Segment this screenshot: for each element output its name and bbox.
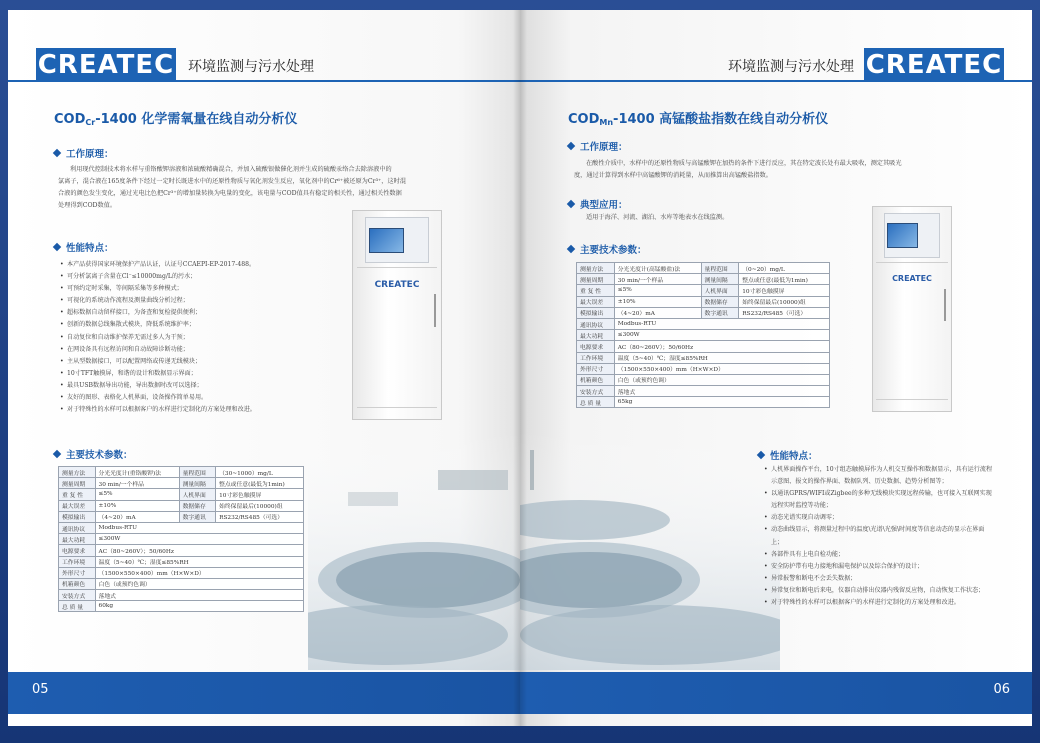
diamond-bullet-icon [53, 243, 61, 251]
spec-value: Modbus-RTU [95, 522, 303, 533]
product-title-sub: Cr [85, 118, 96, 127]
left-page [8, 10, 520, 726]
table-row [577, 285, 830, 296]
features-heading [758, 448, 818, 462]
spec-key: 测量周期 [577, 274, 615, 285]
table-row [59, 478, 304, 489]
analyzer-cabinet-image [872, 206, 952, 412]
table-row [59, 567, 304, 578]
spec-key: 最大功耗 [59, 534, 96, 545]
spec-key: 数字通讯 [179, 511, 216, 522]
table-row [59, 556, 304, 567]
book-gutter-shadow [513, 10, 527, 726]
table-row [59, 511, 304, 522]
door-seam [357, 407, 438, 408]
table-row [59, 500, 304, 511]
spec-table [576, 262, 830, 408]
product-title-rest: -1400 高锰酸盐指数在线自动分析仪 [613, 112, 829, 127]
spec-value: 分光光度计(高锰酸盐)法 [614, 263, 701, 274]
treatment-plant-photo-left [308, 430, 520, 670]
door-seam [876, 262, 948, 263]
spec-key: 人机界面 [179, 489, 216, 500]
spec-key: 最大误差 [59, 500, 96, 511]
principle-line: 利用现代控制技术将水样与重铬酸钾溶液和浓硫酸精确混合，并加入硫酸银做催化剂并生成的硫酸汞络合去除溶液中的 [70, 166, 392, 173]
spec-key: 测量周期 [59, 478, 96, 489]
spec-value: 落地式 [614, 386, 829, 397]
spec-key: 数字通讯 [701, 307, 739, 318]
brochure-spread [8, 10, 1032, 726]
principle-heading-text: 工作原理： [580, 142, 628, 153]
spec-value: 10寸彩色触摸屏 [739, 285, 830, 296]
spec-key: 模拟输出 [59, 511, 96, 522]
spec-value: ≤5% [614, 285, 701, 296]
spec-key: 外形尺寸 [577, 363, 615, 374]
application-text: 适用于海洋、河流、湖泊、水库等地表水在线监测。 [586, 214, 729, 221]
principle-text [58, 164, 478, 212]
spec-value: 落地式 [95, 590, 303, 601]
feature-item: • 可分析氯离子含量在Cl⁻≤10000mg/L的污水； [60, 271, 360, 283]
features-heading [54, 240, 114, 254]
spec-value: 温度（5~40）℃；湿度≤85%RH [95, 556, 303, 567]
feature-item: • 可预约定时采集，等间隔采集等多种模式； [60, 283, 360, 295]
feature-item: • 可视化的系统动作流程及测量曲线分析过程； [60, 295, 360, 307]
feature-item: • 异常报警和断电不会丢失数据； [764, 573, 996, 585]
spec-key: 最大误差 [577, 296, 615, 307]
principle-line: 度，通过计算得到水样中高锰酸钾的消耗量，从而推算出高锰酸盐指数。 [574, 172, 772, 179]
spec-value: 始终保留最后(10000)组 [739, 296, 830, 307]
table-row [59, 522, 304, 533]
table-row [59, 590, 304, 601]
spec-key: 测量方法 [59, 467, 96, 478]
spec-key: 机箱颜色 [59, 578, 96, 589]
spec-key: 安装方式 [59, 590, 96, 601]
product-title [568, 108, 828, 127]
touchscreen [369, 228, 404, 253]
table-row [577, 296, 830, 307]
spec-key: 工作环境 [59, 556, 96, 567]
right-page [520, 10, 1032, 726]
principle-heading-text: 工作原理： [66, 149, 114, 160]
product-title-prefix: COD [568, 112, 600, 127]
spec-key: 总 质 量 [59, 601, 96, 612]
spec-value: （1500×550×400）mm（H×W×D） [95, 567, 303, 578]
principle-line: 在酸性介质中，水样中的还原性物质与高锰酸钾在加热的条件下进行反应，其在特定波长处有最大吸收，测定其吸光 [586, 160, 902, 167]
spec-value: （0~20）mg/L [739, 263, 830, 274]
features-list [764, 464, 996, 609]
spec-value: ±10% [614, 296, 701, 307]
spec-key: 电源要求 [59, 545, 96, 556]
table-row [59, 578, 304, 589]
feature-item: • 人机界面操作平台，10寸组态触摸屏作为人机交互操作和数据显示，具有运行流程示意图、报文的操作界面、数据队列、历史数据、趋势分析图等； [764, 464, 996, 488]
spec-value: RS232/RS485（可选） [739, 307, 830, 318]
feature-item: • 友好的图形、表格化人机界面，设备操作简单易用。 [60, 392, 360, 404]
page-number: 05 [32, 682, 49, 697]
table-row [577, 386, 830, 397]
spec-value: （4~20）mA [95, 511, 179, 522]
page-number: 06 [993, 682, 1010, 697]
analyzer-cabinet-image [352, 210, 442, 420]
touchscreen [887, 223, 918, 247]
door-seam [876, 399, 948, 400]
spec-value: 65kg [614, 397, 829, 408]
table-row [577, 318, 830, 329]
table-row [577, 397, 830, 408]
spec-key: 测量间隔 [179, 478, 216, 489]
spec-key: 量程范围 [179, 467, 216, 478]
treatment-plant-photo-right [520, 430, 780, 670]
spec-value: AC（80~260V）；50/60Hz [614, 341, 829, 352]
feature-item: • 本产品获得国家环境保护产品认证，认证号CCAEPI-EP-2017-488。 [60, 259, 360, 271]
features-heading-text: 性能特点： [770, 451, 818, 462]
application-heading [568, 197, 628, 211]
table-row [577, 274, 830, 285]
table-row [59, 545, 304, 556]
spec-key: 数据储存 [701, 296, 739, 307]
feature-item: • 超标数据自动留样接口，为备查和复检提供便利； [60, 307, 360, 319]
feature-item: • 主从型数据接口，可以配置网络或传递无线模块； [60, 356, 360, 368]
table-row [59, 489, 304, 500]
spec-key: 模拟输出 [577, 307, 615, 318]
table-row [577, 263, 830, 274]
table-row [59, 534, 304, 545]
cabinet-logo: CREATEC [892, 274, 932, 284]
feature-item: • 动态光谱实现自动调零； [764, 512, 996, 524]
product-title [54, 108, 297, 127]
principle-text [574, 158, 994, 182]
spec-value: 始终保留最后(10000)组 [216, 500, 304, 511]
principle-heading [568, 139, 628, 153]
features-list [60, 259, 360, 416]
feature-item: • 在网设备具有远程访问和自动故障诊断功能； [60, 344, 360, 356]
spec-value: （4~20）mA [614, 307, 701, 318]
door-seam [357, 267, 438, 268]
spec-value: AC（80~260V）；50/60Hz [95, 545, 303, 556]
spec-key: 通讯协议 [59, 522, 96, 533]
application-heading-text: 典型应用： [580, 200, 628, 211]
feature-item: • 创新的数据总线集散式模块，降低系统维护率； [60, 319, 360, 331]
spec-value: 白色（或预约色调） [95, 578, 303, 589]
brand-logo [36, 48, 176, 82]
feature-item: • 自动复位和自动维护保养无需过多人为干预； [60, 332, 360, 344]
specs-heading [568, 242, 647, 256]
product-title-sub: Mn [599, 118, 614, 127]
spec-value: 整点或任意(最低为1min) [216, 478, 304, 489]
spec-key: 外形尺寸 [59, 567, 96, 578]
diamond-bullet-icon [757, 451, 765, 459]
spec-key: 电源要求 [577, 341, 615, 352]
door-handle [434, 294, 436, 327]
spec-value: RS232/RS485（可选） [216, 511, 304, 522]
spec-value: （30~1000）mg/L [216, 467, 304, 478]
spec-value: ≤300W [614, 330, 829, 341]
page-footer [8, 672, 520, 714]
feature-item: • 10寸TFT触摸屏，和谐的设计和数据显示界面； [60, 368, 360, 380]
table-row [577, 363, 830, 374]
spec-value: ≤300W [95, 534, 303, 545]
spec-value: ≤5% [95, 489, 179, 500]
principle-line: 合液的颜色发生变化，通过光电比色把Cr³⁺的增加量转换为电量的变化，该电量与COD值具有稳定的相关性，通过相关性数据 [58, 190, 402, 197]
spec-key: 安装方式 [577, 386, 615, 397]
spec-key: 测量方法 [577, 263, 615, 274]
principle-heading [54, 146, 114, 160]
feature-item: • 动态曲线显示，将测量过程中的温度\光谱\光强\时间度等信息动态的显示在界面上； [764, 524, 996, 548]
specs-heading-text: 主要技术参数： [66, 450, 133, 461]
feature-item: • 各部件具有上电自检功能； [764, 549, 996, 561]
spec-value: 温度（5~40）℃；湿度≤85%RH [614, 352, 829, 363]
table-row [577, 330, 830, 341]
table-row [577, 374, 830, 385]
spec-key: 量程范围 [701, 263, 739, 274]
spec-value: 60kg [95, 601, 303, 612]
header-title: 环境监测与污水处理 [728, 59, 854, 75]
feature-item: • 对于特殊性的水样可以根据客户的水样进行定制化的方案处理和改进。 [764, 597, 996, 609]
cabinet-logo: CREATEC [374, 279, 420, 290]
table-row [577, 352, 830, 363]
spec-value: 30 min/一个样品 [614, 274, 701, 285]
spec-key: 重 复 性 [577, 285, 615, 296]
spec-value: 30 min/一个样品 [95, 478, 179, 489]
spec-key: 工作环境 [577, 352, 615, 363]
diamond-bullet-icon [53, 450, 61, 458]
feature-item: • 异常复位和断电后来电，仪器自动排出仪器内残留反应物，自动恢复工作状态； [764, 585, 996, 597]
table-row [59, 601, 304, 612]
brand-logo-text: CREATEC [865, 50, 1003, 80]
spec-table [58, 466, 304, 612]
spec-value: 整点或任意(最低为1min) [739, 274, 830, 285]
product-title-rest: -1400 化学需氧量在线自动分析仪 [95, 112, 298, 127]
table-row [577, 307, 830, 318]
spec-key: 人机界面 [701, 285, 739, 296]
spec-key: 重 复 性 [59, 489, 96, 500]
spec-key: 测量间隔 [701, 274, 739, 285]
brand-logo [864, 48, 1004, 82]
header-title: 环境监测与污水处理 [188, 59, 314, 75]
features-heading-text: 性能特点： [66, 243, 114, 254]
spec-key: 最大功耗 [577, 330, 615, 341]
diamond-bullet-icon [567, 142, 575, 150]
feature-item: • 最具USB数据导出功能，导出数据时改可以选择； [60, 380, 360, 392]
feature-item: • 对于特殊性的水样可以根据客户的水样进行定制化的方案处理和改进。 [60, 404, 360, 416]
principle-line: 氯离子，混合液在165度条件下经过一定时长既进水中的还原性物质与氧化剂发生反应，氧化剂中的Cr⁶⁺被还原为Cr³⁺，这时混 [58, 178, 407, 185]
spec-value: 白色（或预约色调） [614, 374, 829, 385]
door-handle [944, 289, 946, 322]
table-row [59, 467, 304, 478]
spec-key: 机箱颜色 [577, 374, 615, 385]
product-title-prefix: COD [54, 112, 86, 127]
spec-value: ±10% [95, 500, 179, 511]
principle-line: 处理得到COD数值。 [58, 202, 117, 209]
specs-heading-text: 主要技术参数： [580, 245, 647, 256]
table-row [577, 341, 830, 352]
spec-value: （1500×550×400）mm（H×W×D） [614, 363, 829, 374]
spec-value: 10寸彩色触摸屏 [216, 489, 304, 500]
diamond-bullet-icon [567, 200, 575, 208]
feature-item: • 以通讯GPRS/WIFI或Zigbee的多种无线模块实现远程传输，也可接入互联网实现远程实时监控等功能； [764, 488, 996, 512]
diamond-bullet-icon [567, 245, 575, 253]
feature-item: • 安全防护带有电力接地和漏电保护以及综合保护的设计； [764, 561, 996, 573]
page-footer [520, 672, 1032, 714]
brand-logo-text: CREATEC [37, 50, 175, 80]
spec-key: 数据储存 [179, 500, 216, 511]
spec-key: 总 质 量 [577, 397, 615, 408]
spec-value: 分光光度计(重铬酸钾)法 [95, 467, 179, 478]
spec-value: Modbus-RTU [614, 318, 829, 329]
specs-heading [54, 447, 133, 461]
diamond-bullet-icon [53, 149, 61, 157]
spec-key: 通讯协议 [577, 318, 615, 329]
